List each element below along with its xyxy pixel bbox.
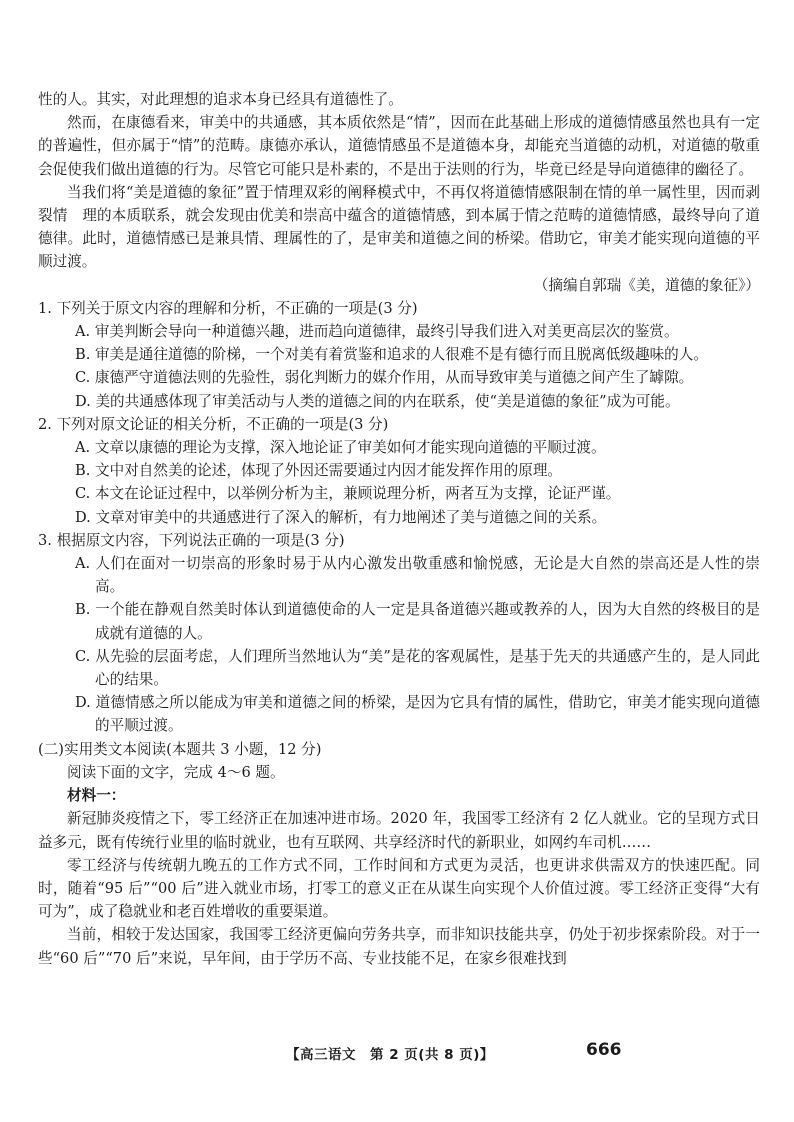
option-d: D. 文章对审美中的共通感进行了深入的解析，有力地阐述了美与道德之间的关系。 <box>75 508 607 526</box>
option-a: A. 文章以康德的理论为支撑，深入地论证了审美如何才能实现向道德的平顺过渡。 <box>75 439 606 457</box>
section-title: (二)实用类文本阅读(本题共 3 小题，12 分) <box>38 740 322 758</box>
question-1 <box>38 297 760 413</box>
material-paragraph: 新冠肺炎疫情之下，零工经济正在加速冲进市场。2020 年，我国零工经济有 2 亿人就业。它的呈现方式日益多元，既有传统行业里的临时就业，也有互联网、共享经济时代的新职业，如网约车司机…… <box>38 810 760 851</box>
option-b: B. 审美是通往道德的阶梯，一个对美有着赏鉴和追求的人很难不是有德行而且脱离低级趣味的人。 <box>75 346 708 364</box>
source-citation: （摘编自郭瑞《美，道德的象征》） <box>533 276 760 294</box>
material-paragraph: 零工经济与传统朝九晚五的工作方式不同，工作时间和方式更为灵活，也更讲求供需双方的快速匹配。同时，随着“95 后”“00 后”进入就业市场，打零工的意义正在从谋生向实现个人价值过渡。零工经济正变得“大有可为”，成了稳就业和老百姓增收的重要渠道。 <box>38 856 760 921</box>
page-footer <box>0 1040 794 1063</box>
section-instruction: 阅读下面的文字，完成 4～6 题。 <box>67 763 285 781</box>
option-a: A. 审美判断会导向一种道德兴趣，进而趋向道德律，最终引导我们进入对美更高层次的鉴赏。 <box>75 323 679 341</box>
exam-code: 666 <box>586 1040 622 1060</box>
question-3 <box>38 529 760 738</box>
question-stem: 1. 下列关于原文内容的理解和分析，不正确的一项是(3 分) <box>38 299 418 317</box>
option-c: C. 康德严守道德法则的先验性，弱化判断力的媒介作用，从而导致审美与道德之间产生了罅隙。 <box>75 369 694 387</box>
option-a: A. 人们在面对一切崇高的形象时易于从内心激发出敬重感和愉悦感，无论是大自然的崇高还是人性的崇高。 <box>75 555 760 596</box>
passage-paragraph: 性的人。其实，对此理想的追求本身已经具有道德性了。 <box>38 91 403 108</box>
material-paragraph: 当前，相较于发达国家，我国零工经济更偏向劳务共享，而非知识技能共享，仍处于初步探索阶段。对于一些“60 后”“70 后”来说，早年间，由于学历不高、专业技能不足，在家乡很难找到 <box>38 926 760 967</box>
option-b: B. 文中对自然美的论述，体现了外因还需要通过内因才能发挥作用的原理。 <box>75 462 563 480</box>
option-d: D. 道德情感之所以能成为审美和道德之间的桥梁，是因为它具有情的属性，借助它，审美才能实现向道德的平顺过渡。 <box>75 694 760 735</box>
option-c: C. 从先验的层面考虑，人们理所当然地认为“美”是花的客观属性，是基于先天的共通感产生的，是人同此心的结果。 <box>75 647 760 689</box>
question-stem: 3. 根据原文内容，下列说法正确的一项是(3 分) <box>38 531 345 549</box>
option-c: C. 本文在论证过程中，以举例分析为主，兼顾说理分析，两者互为支撑，论证严谨。 <box>75 485 621 503</box>
question-2 <box>38 413 760 529</box>
passage-paragraph: 当我们将“美是道德的象征”置于情理双彩的阐释模式中，不再仅将道德情感限制在情的单一属性里，因而剥裂情 理的本质联系，就会发现由优美和崇高中蕴含的道德情感，到本属于情之范畴的道德情感，最终导向了道德律。此时，道德情感已是兼具情、理属性的了，是审美和道德之间的桥梁。借助它，审美才能实现向道德的平顺过渡。 <box>38 183 760 271</box>
page-number-label: 【高三语文 第 2 页(共 8 页)】 <box>286 1047 494 1063</box>
question-stem: 2. 下列对原文论证的相关分析，不正确的一项是(3 分) <box>38 415 389 433</box>
exam-page-body <box>38 88 760 970</box>
option-d: D. 美的共通感体现了审美活动与人类的道德之间的内在联系，使“美是道德的象征”成为可能。 <box>75 392 680 410</box>
option-b: B. 一个能在静观自然美时体认到道德使命的人一定是具备道德兴趣或教养的人，因为大自然的终极目的是成就有道德的人。 <box>75 601 760 642</box>
passage-paragraph: 然而，在康德看来，审美中的共通感，其本质依然是“情”，因而在此基础上形成的道德情感虽然也具有一定的普遍性，但亦属于“情”的范畴。康德亦承认，道德情感虽不是道德本身，却能充当道德的动机，对道德的敬重会促使我们做出道德的行为。尽管它可能只是朴素的，不是出于法则的行为，毕竟已经是导向道德律的幽径了。 <box>38 114 760 178</box>
material-label: 材料一： <box>67 787 126 805</box>
